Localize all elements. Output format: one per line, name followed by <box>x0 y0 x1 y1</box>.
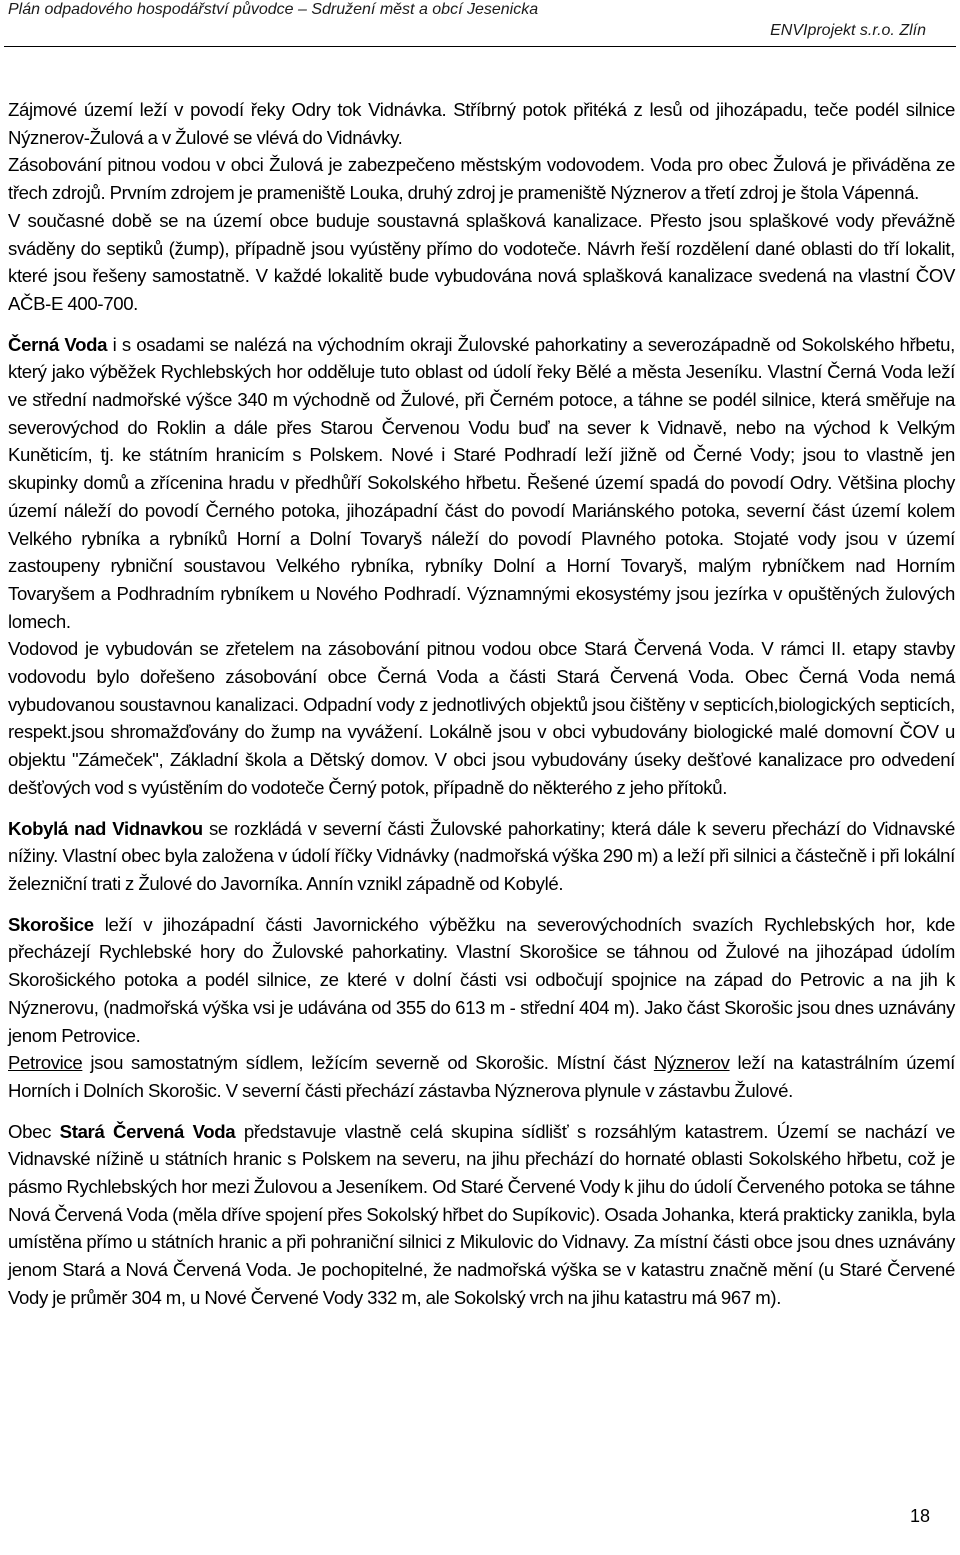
paragraph-stara-cervena-voda <box>8 1118 955 1312</box>
place-name-stara-cervena-voda: Stará Červená Voda <box>59 1120 236 1142</box>
paragraph-text: jsou samostatným sídlem, ležícím severně od Skorošic. Místní část <box>82 1052 654 1074</box>
paragraph-skorosice <box>8 911 955 1050</box>
place-name-kobyla: Kobylá nad Vidnavkou <box>8 817 203 839</box>
paragraph-cerna-voda-water: Vodovod je vybudován se zřetelem na zásobování pitnou vodou obce Stará Červená Voda. V rámci II. etapy stavby vodovodu bylo dořešeno zásobování obce Černá Voda a části Stará Červená Voda. Obec Černá Voda nemá vybudovanou soustavnou kanalizaci. Odpadní vody z jednotlivých objektů jsou čištěny v septicích,biologických septicích, respekt.jsou shromažďovány do žump na vyvážení. Lokálně jsou v obci vybudovány biologické malé domovní ČOV u objektu "Zámeček", Základní škola a Dětský domov. V obci jsou vybudovány úseky dešťové kanalizace pro odvedení dešťových vod s vyústěním do vodoteče Černý potok, případně do některého z jeho přítoků. <box>8 638 955 798</box>
paragraph-text: se rozkládá v severní části Žulovské pahorkatiny; která dále k severu přechází do Vidnavské nížiny. Vlastní obec byla založena v údolí říčky Vidnávky (nadmořská výška 290 m) a leží při silnici a částečně i při lokální železniční trati z Žulové do Javorníka. Annín vznikl západně od Kobylé. <box>8 817 955 894</box>
paragraph-sewerage: V současné době se na území obce buduje soustavná splašková kanalizace. Přesto jsou splaškové vody převážně sváděny do septiků (žump), případně jsou vyústěny přímo do vodoteče. Návrh řeší rozdělení dané oblasti do tří lokalit, které jsou řešeny samostatně. V každé lokalitě bude vybudována nová splašková kanalizace svedená na vlastní ČOV AČB-E 400-700. <box>8 209 955 314</box>
paragraph-river: Zájmové území leží v povodí řeky Odry tok Vidnávka. Stříbrný potok přitéká z lesů od jihozápadu, teče podél silnice Nýznerov-Žulová a v Žulové se vlévá do Vidnávky. <box>8 99 955 148</box>
header-divider <box>4 46 956 47</box>
paragraph-text: i s osadami se nalézá na východním okraji Žulovské pahorkatiny a severozápadně od Sokolského hřbetu, který jako výběžek Rychlebských hor odděluje tuto oblast od údolí řeky Bělé a města Jeseníku. Vlastní Černá Voda leží ve střední nadmořské výšce 340 m východně od Žulové, při Černém potoce, a táhne se podél silnice, která směřuje na severovýchod do Roklin a dále přes Starou Červenou Vodu buď na sever k Vidnavě, nebo na východ k Velkým Kuněticím, tj. ke státním hranicím s Polskem. Nové i Staré Podhradí leží jižně od Černé Vody; jsou to vlastně jen skupinky domů a zřícenina hradu v předhůří Sokolského hřbetu. Řešené území spadá do povodí Odry. Většina plochy území náleží do povodí Černého potoka, jihozápadní část do povodí Mariánského potoka, severní část území kolem Velkého rybníka a rybníků Horní a Dolní Tovaryš náleží do povodí Plavného potoka. Stojaté vody jsou v území zastoupeny rybniční soustavou Velkého rybníka, rybníky Dolní a Horní Tovaryš, malým rybníčkem nad Horním Tovaryšem a Podhradním rybníkem u Nového Podhradí. Významnými ekosystémy jsou jezírka v opuštěných žulových lomech. <box>8 333 955 632</box>
company-name: ENVIprojekt s.r.o. Zlín <box>770 22 926 39</box>
paragraph-prefix: Obec <box>8 1120 60 1142</box>
place-name-skorosice: Skorošice <box>8 913 94 935</box>
place-name-petrovice: Petrovice <box>8 1052 83 1074</box>
paragraph-text: leží v jihozápadní části Javornického výběžku na severovýchodních svazích Rychlebských hor, kde přecházejí Rychlebské hory do Žulovské pahorkatiny. Vlastní Skorošice se táhnou od Žulové na jihozápad údolím Skorošického potoka a podél silnice, ze které v dolní části vsi odbočují spojnice na západ do Petrovic a na jih k Nýznerovu, (nadmořská výška vsi je udávána od 355 do 613 m - střední 404 m). Jako část Skorošic jsou dnes uznávány jenom Petrovice. <box>8 913 955 1046</box>
document-title: Plán odpadového hospodářství původce – Sdružení měst a obcí Jesenicka <box>8 1 539 18</box>
document-body <box>8 96 955 1312</box>
paragraph-text: leží na katastrálním území Horních i Dolních Skorošic. V severní části přechází zástavba Nýznerova plynule v zástavbu Žulové. <box>8 1052 955 1101</box>
page-header <box>0 0 960 48</box>
paragraph-cerna-voda <box>8 331 955 636</box>
paragraph-petrovice <box>8 1049 955 1104</box>
page-number: 18 <box>909 1506 930 1526</box>
place-name-cerna-voda: Černá Voda <box>8 333 108 355</box>
paragraph-text: představuje vlastně celá skupina sídlišť s rozsáhlým katastrem. Území se nachází ve Vidnavské nížině u státních hranic s Polskem na severu, na jihu přechází do hornaté oblasti Sokolského hřbetu, což je pásmo Rychlebských hor mezi Žulovou a Jeseníkem. Od Staré Červené Vody k jihu do údolí Červeného potoka se táhne Nová Červená Voda (měla dříve spojení přes Sokolský hřbet do Supíkovic). Osada Johanka, která prakticky zanikla, byla umístěna přímo u státních hranic a při pohraniční silnici z Mikulovic do Vidnavy. Za místní části obce jsou dnes uznávány jenom Stará a Nová Červená Voda. Je pochopitelné, že nadmořská výška se v katastru značně mění (u Staré Červené Vody je průměr 304 m, u Nové Červené Vody 332 m, ale Sokolský vrch na jihu katastru má 967 m). <box>8 1120 955 1308</box>
paragraph-water-supply: Zásobování pitnou vodou v obci Žulová je zabezpečeno městským vodovodem. Voda pro obec Žulová je přiváděna ze třech zdrojů. Prvním zdrojem je prameniště Louka, druhý zdroj je prameniště Nýznerov a třetí zdroj je štola Vápenná. <box>8 154 955 204</box>
place-name-nyznerov: Nýznerov <box>653 1052 730 1074</box>
paragraph-kobyla <box>8 815 955 898</box>
